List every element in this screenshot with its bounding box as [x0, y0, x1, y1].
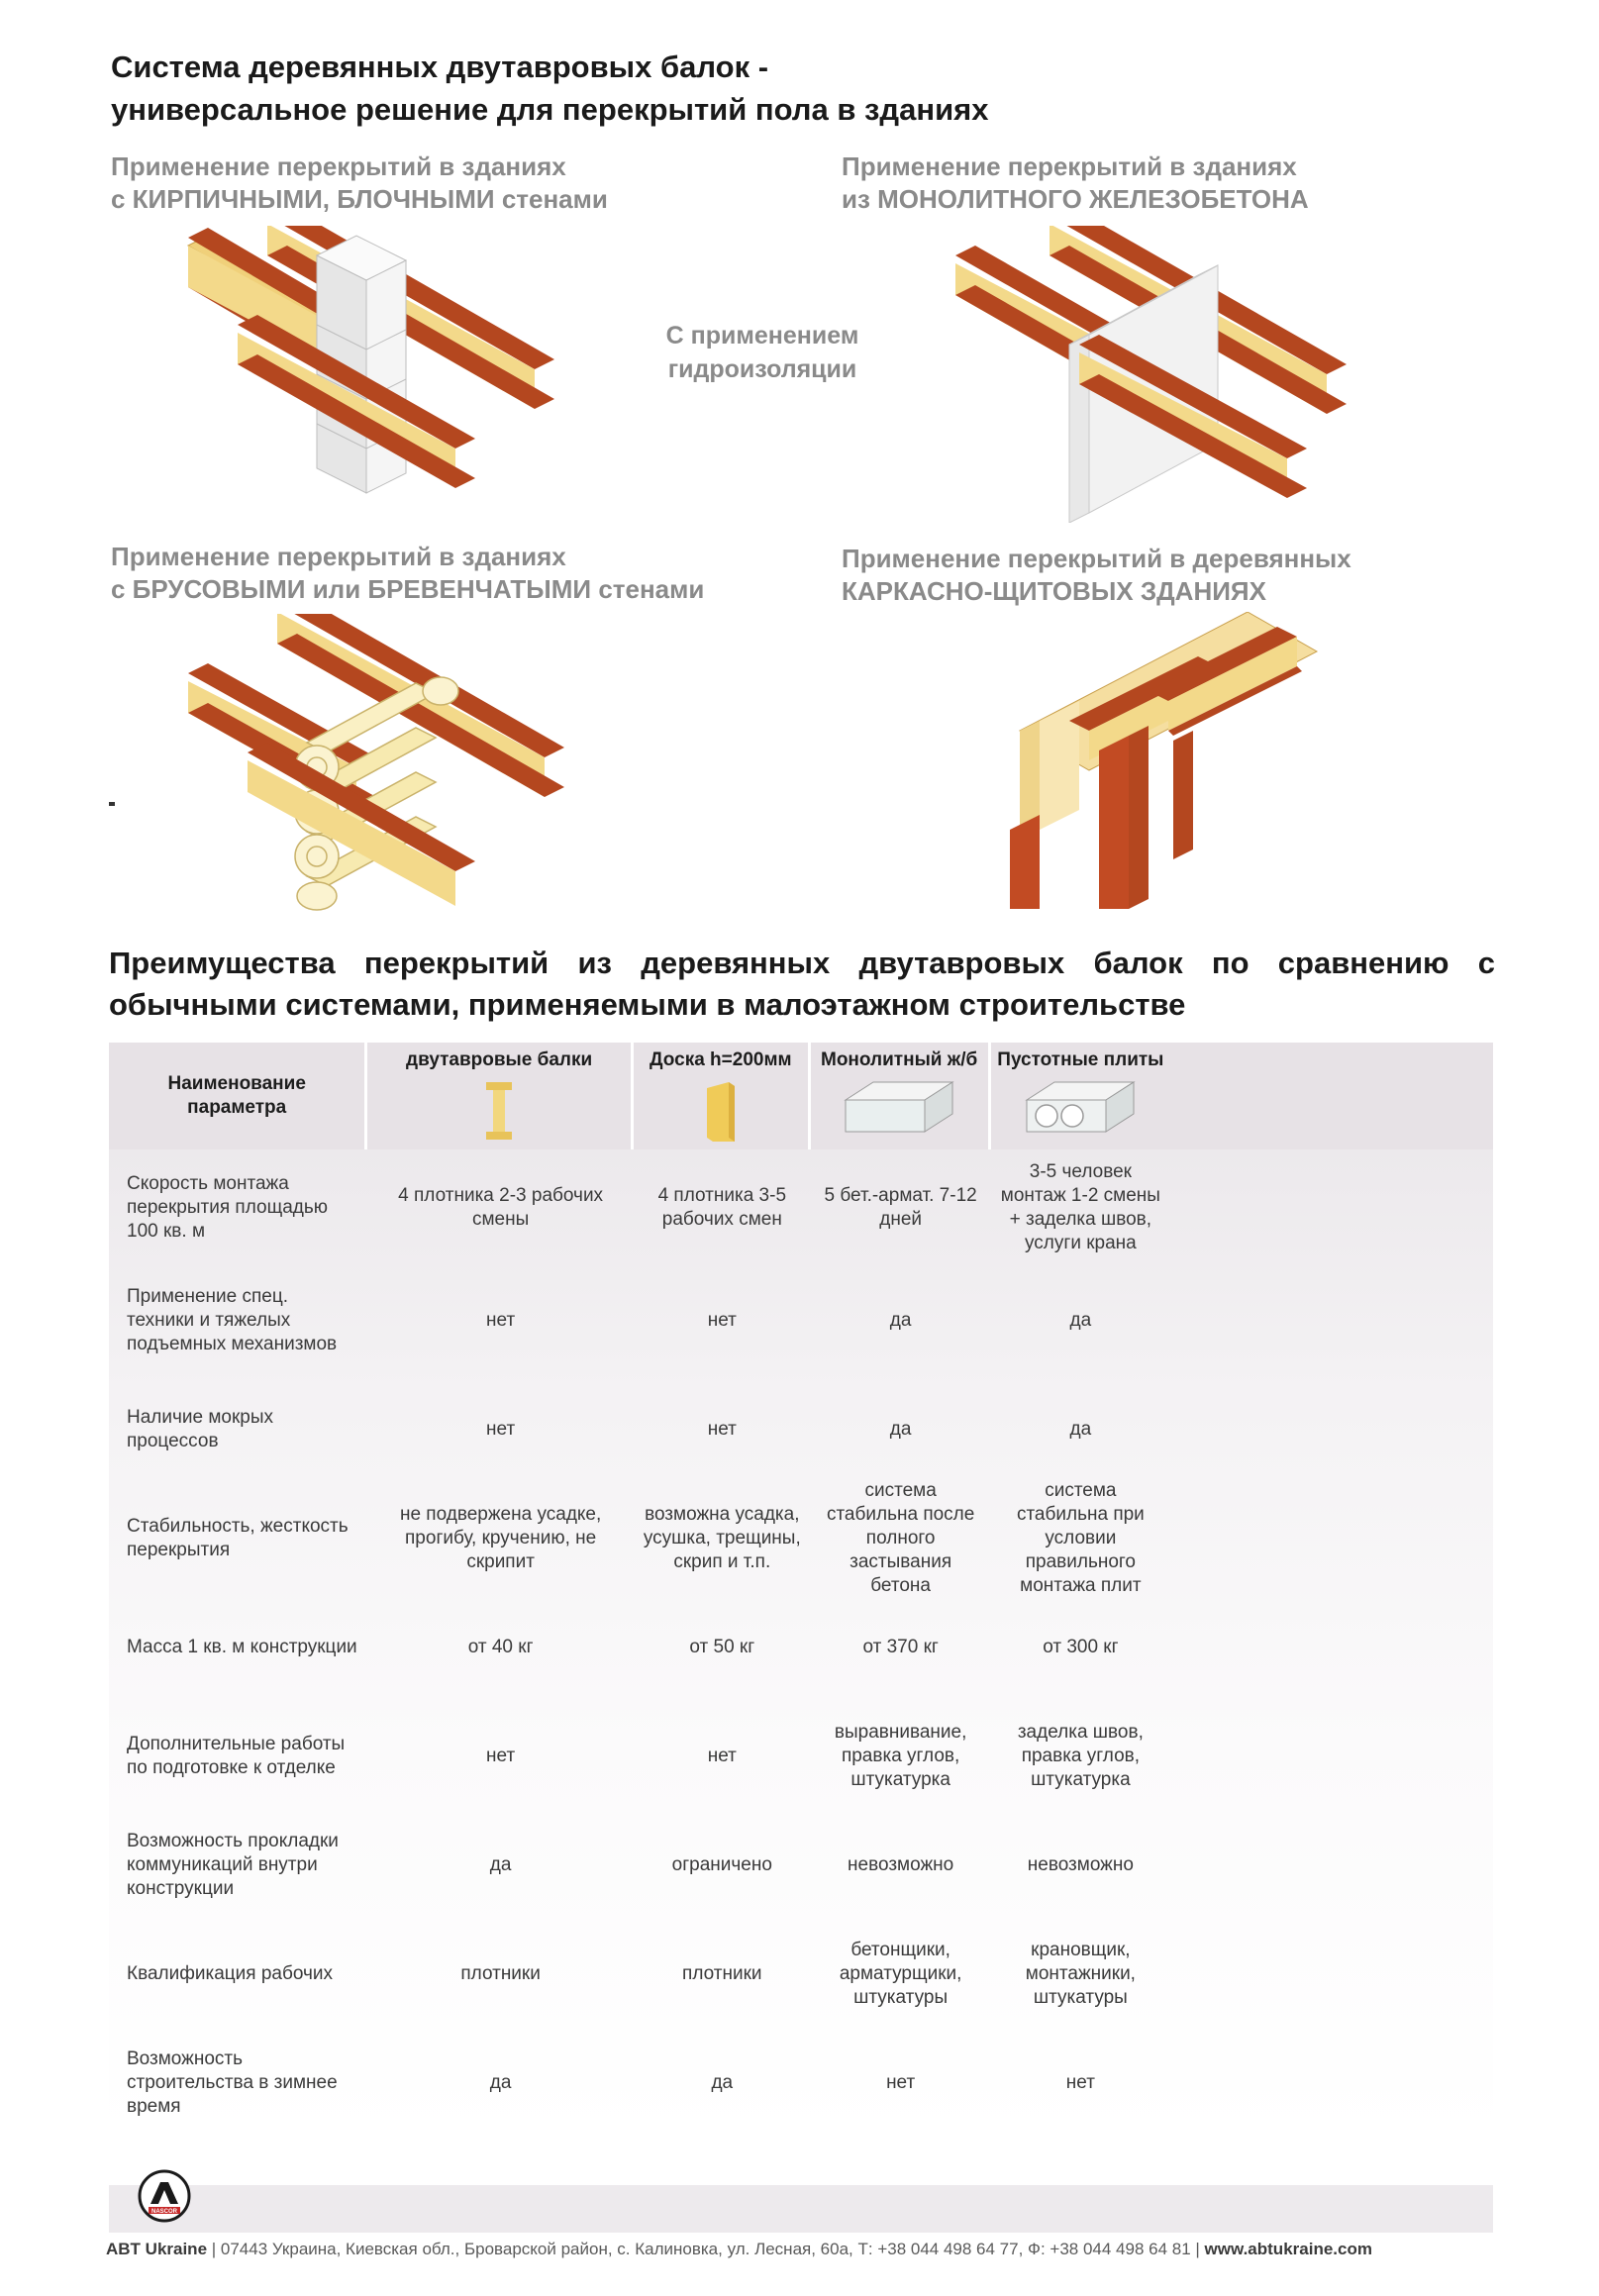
cell-board: возможна усадка, усушка, трещины, скрип и т.п. — [643, 1504, 801, 1572]
table-row — [109, 1811, 1493, 1920]
cell-concrete: невозможно — [848, 1854, 954, 1875]
cell-concrete: система стабильна после полного застывания бетона — [826, 1480, 975, 1596]
cell-concrete: бетонщики, арматурщики, штукатуры — [839, 1940, 962, 2008]
cell-i-beams: да — [489, 1854, 512, 1875]
header-board: Доска h=200мм — [634, 1043, 811, 1149]
illustration-brick-wall — [178, 226, 574, 523]
header-hollow-slabs: Пустотные плиты — [991, 1043, 1171, 1149]
cell-i-beams: нет — [486, 1310, 516, 1331]
cell-hollow: невозможно — [1027, 1854, 1134, 1875]
cell-hollow: нет — [1065, 2072, 1095, 2093]
table-row — [109, 1149, 1493, 1266]
header-monolithic-concrete: Монолитный ж/б — [811, 1043, 991, 1149]
title-line-2: универсальное решение для перекрытий пола в зданиях — [111, 92, 989, 127]
cell-i-beams: нет — [486, 1419, 516, 1440]
cell-board: нет — [707, 1310, 737, 1331]
table-row — [109, 1920, 1493, 2029]
row-param-label: Возможность строительства в зимнее время — [127, 2048, 338, 2117]
row-param-label: Масса 1 кв. м конструкции — [127, 1637, 357, 1657]
cell-board: ограничено — [671, 1854, 772, 1875]
header-i-beams: двутавровые балки — [367, 1043, 633, 1149]
cell-concrete: да — [889, 1419, 912, 1440]
row-param-label: Дополнительные работы по подготовке к отделке — [127, 1734, 346, 1778]
cell-concrete: от 370 кг — [862, 1637, 939, 1657]
caption-log-walls: Применение перекрытий в зданиях с БРУСОВЫМИ или БРЕВЕНЧАТЫМИ стенами — [111, 542, 705, 604]
cell-hollow: да — [1069, 1310, 1092, 1331]
cell-board: нет — [707, 1746, 737, 1766]
cell-concrete: выравнивание, правка углов, штукатурка — [834, 1722, 967, 1790]
comparison-title-line-1: Преимущества перекрытий из деревянных двутавровых балок по сравнению с — [109, 946, 1495, 980]
row-param-label: Скорость монтажа перекрытия площадью 100 кв. м — [127, 1173, 328, 1242]
footer-address: | 07443 Украина, Киевская обл., Броварской район, с. Калиновка, ул. Лесная, 60а, Т: +38 044 498 64 77, Ф: +38 044 498 64 81 | — [207, 2240, 1205, 2258]
row-param-label: Квалификация рабочих — [127, 1963, 333, 1984]
cell-i-beams: нет — [486, 1746, 516, 1766]
cell-hollow: да — [1069, 1419, 1092, 1440]
board-icon — [705, 1080, 737, 1144]
comparison-title-line-2: обычными системами, применяемыми в малоэтажном строительстве — [109, 987, 1186, 1022]
cell-hollow: система стабильна при условии правильного монтажа плит — [1016, 1480, 1145, 1596]
comparison-title — [109, 943, 1495, 1026]
caption-brick-walls: Применение перекрытий в зданиях с КИРПИЧНЫМИ, БЛОЧНЫМИ стенами — [111, 151, 608, 214]
cell-board: да — [711, 2072, 734, 2093]
svg-text:NASCOR: NASCOR — [150, 2209, 178, 2215]
footer-brand: ABT Ukraine — [106, 2240, 208, 2258]
cell-i-beams: от 40 кг — [467, 1637, 534, 1657]
footer-contact — [106, 2240, 1512, 2259]
row-param-label: Применение спец. техники и тяжелых подъемных механизмов — [127, 1286, 338, 1354]
waterproofing-note: С применением гидроизоляции — [665, 322, 859, 383]
comparison-table — [109, 1043, 1493, 2138]
caption-concrete-walls: Применение перекрытий в зданиях из МОНОЛИТНОГО ЖЕЛЕЗОБЕТОНА — [842, 151, 1309, 214]
caption-frame-buildings: Применение перекрытий в деревянных КАРКАСНО-ЩИТОВЫХ ЗДАНИЯХ — [842, 544, 1351, 606]
nascor-logo-icon — [137, 2168, 192, 2224]
stray-mark — [109, 802, 115, 806]
cell-i-beams: 4 плотника 2-3 рабочих смены — [398, 1185, 604, 1230]
cell-hollow: заделка швов, правка углов, штукатурка — [1017, 1722, 1144, 1790]
table-row — [109, 1266, 1493, 1375]
cell-i-beams: плотники — [460, 1963, 541, 1984]
cell-hollow: 3-5 человек монтаж 1-2 смены + заделка швов, услуги крана — [1000, 1161, 1160, 1253]
cell-concrete: да — [889, 1310, 912, 1331]
title-line-1: Система деревянных двутавровых балок - — [111, 50, 769, 84]
cell-board: нет — [707, 1419, 737, 1440]
illustration-log-wall — [178, 614, 574, 911]
header-param: Наименование параметра — [109, 1043, 367, 1149]
cell-i-beams: не подвержена усадке, прогибу, кручению, не скрипит — [399, 1504, 602, 1572]
cell-i-beams: да — [489, 2072, 512, 2093]
page-title — [111, 46, 1299, 131]
cell-board: от 50 кг — [689, 1637, 755, 1657]
table-row — [109, 1375, 1493, 1484]
row-param-label: Возможность прокладки коммуникаций внутри конструкции — [127, 1831, 339, 1899]
cell-hollow: крановщик, монтажники, штукатуры — [1025, 1940, 1136, 2008]
cell-concrete: нет — [886, 2072, 916, 2093]
table-header — [109, 1043, 1493, 1149]
concrete-slab-icon — [844, 1080, 954, 1134]
row-param-label: Стабильность, жесткость перекрытия — [127, 1516, 349, 1560]
footer-bar — [109, 2185, 1493, 2233]
cell-board: 4 плотника 3-5 рабочих смен — [657, 1185, 787, 1230]
table-row — [109, 1593, 1493, 1702]
footer-website-link[interactable]: www.abtukraine.com — [1204, 2240, 1372, 2258]
company-logo — [137, 2168, 192, 2229]
table-row — [109, 2029, 1493, 2138]
cell-board: плотники — [682, 1963, 762, 1984]
table-row — [109, 1702, 1493, 1811]
illustration-frame-building — [1000, 612, 1327, 909]
i-beam-icon — [484, 1080, 514, 1142]
cell-concrete: 5 бет.-армат. 7-12 дней — [824, 1185, 977, 1230]
illustration-concrete-wall — [950, 226, 1366, 523]
row-param-label: Наличие мокрых процессов — [127, 1407, 274, 1451]
table-body — [109, 1149, 1493, 2138]
table-row — [109, 1480, 1493, 1596]
cell-hollow: от 300 кг — [1043, 1637, 1119, 1657]
hollow-slab-icon — [1025, 1080, 1136, 1134]
